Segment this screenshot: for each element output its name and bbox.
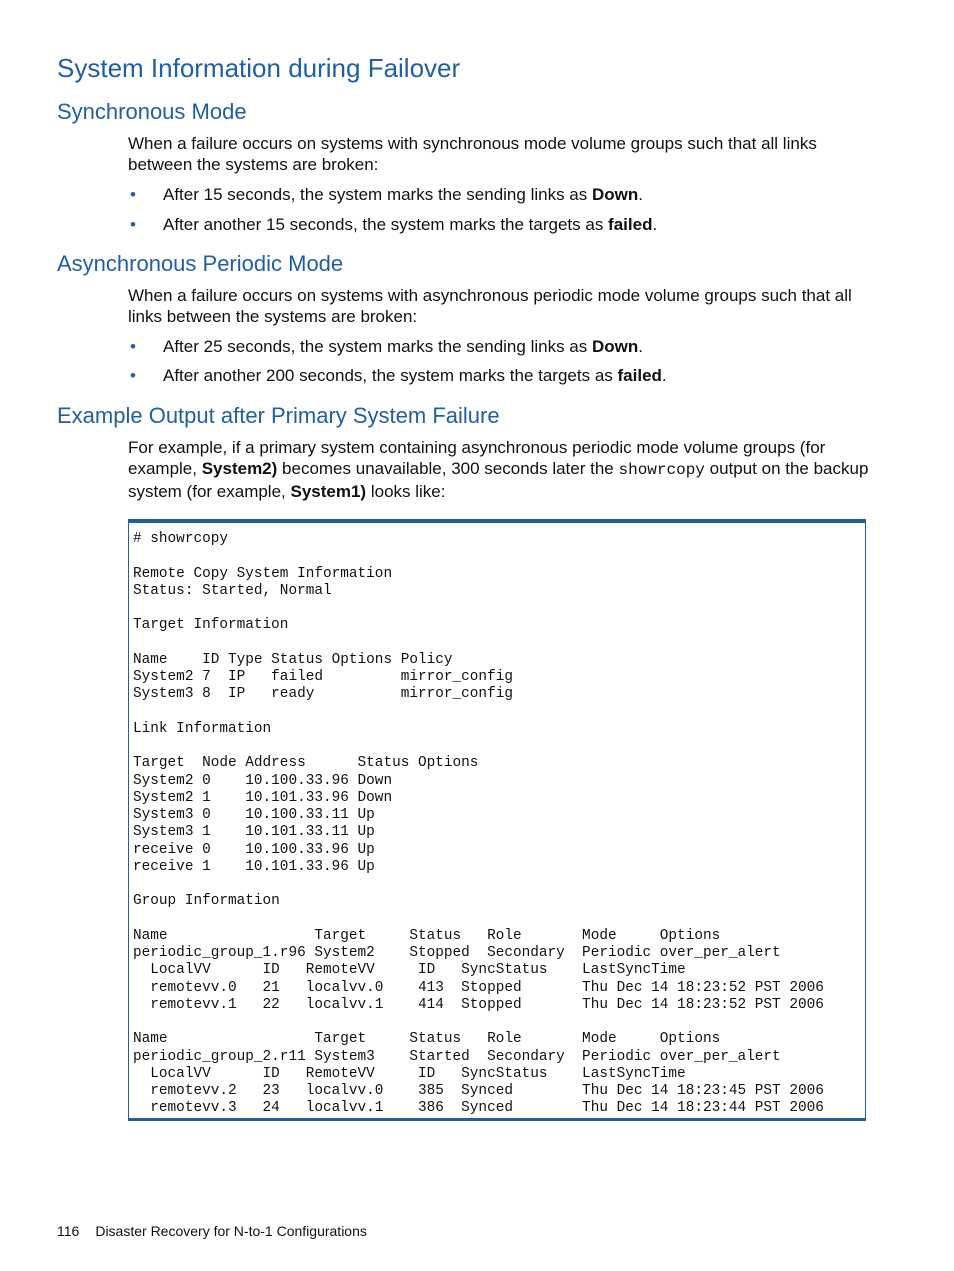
footer-section-title: Disaster Recovery for N-to-1 Configurations	[95, 1223, 367, 1239]
code-output: # showrcopy Remote Copy System Information Status: Started, Normal Target Information Name ID Type Status Options Policy System2 7 IP failed mirror_config System3 8 IP ready mirror_config Link Information Target Node Address Status Options System2 0 10.100.33.96 Down System2 1 10.101.33.96 Down System3 0 10.100.33.11 Up System3 1 10.101.33.11 Up receive 0 10.100.33.96 Up receive 1 10.101.33.96 Up Group Information Name Target Status Role Mode Options periodic_group_1.r96 System2 Stopped Secondary Periodic over_per_alert LocalVV ID RemoteVV ID SyncStatus LastSyncTime remotevv.0 21 localvv.0 413 Stopped Thu Dec 14 18:23:52 PST 2006 remotevv.1 22 localvv.1 414 Stopped Thu Dec 14 18:23:52 PST 2006 Name Target Status Role Mode Options periodic_group_2.r11 System3 Started Secondary Periodic over_per_alert LocalVV ID RemoteVV ID SyncStatus LastSyncTime remotevv.2 23 localvv.0 385 Synced Thu Dec 14 18:23:45 PST 2006 remotevv.3 24 localvv.1 386 Synced Thu Dec 14 18:23:44 PST 2006	[133, 531, 824, 1117]
heading-example-output: Example Output after Primary System Failure	[57, 403, 500, 428]
heading-asynchronous-periodic-mode: Asynchronous Periodic Mode	[57, 251, 344, 276]
bullet-icon: •	[130, 215, 136, 234]
heading-synchronous-mode: Synchronous Mode	[57, 99, 247, 124]
bullet-icon: •	[130, 185, 136, 204]
page-number: 116	[57, 1223, 80, 1239]
code-block	[128, 519, 866, 1121]
bullet-text: After another 15 seconds, the system marks the targets as failed.	[163, 215, 658, 234]
example-paragraph: For example, if a primary system containing asynchronous periodic mode volume groups (for example, System2) becomes unavailable, 300 seconds later the showrcopy output on the backup system (for example, System1) looks like:	[128, 438, 869, 501]
bullet-text: After another 200 seconds, the system marks the targets as failed.	[163, 366, 667, 385]
bullet-text: After 15 seconds, the system marks the sending links as Down.	[163, 185, 643, 204]
bullet-icon: •	[130, 337, 136, 356]
synchronous-intro: When a failure occurs on systems with synchronous mode volume groups such that all links between the systems are broken:	[128, 134, 817, 174]
asynchronous-intro: When a failure occurs on systems with asynchronous periodic mode volume groups such that all links between the systems are broken:	[128, 286, 852, 326]
bullet-text: After 25 seconds, the system marks the sending links as Down.	[163, 337, 643, 356]
page-title: System Information during Failover	[57, 53, 461, 83]
page-footer	[57, 1222, 367, 1240]
bullet-icon: •	[130, 366, 136, 385]
inline-code: showrcopy	[618, 461, 705, 479]
